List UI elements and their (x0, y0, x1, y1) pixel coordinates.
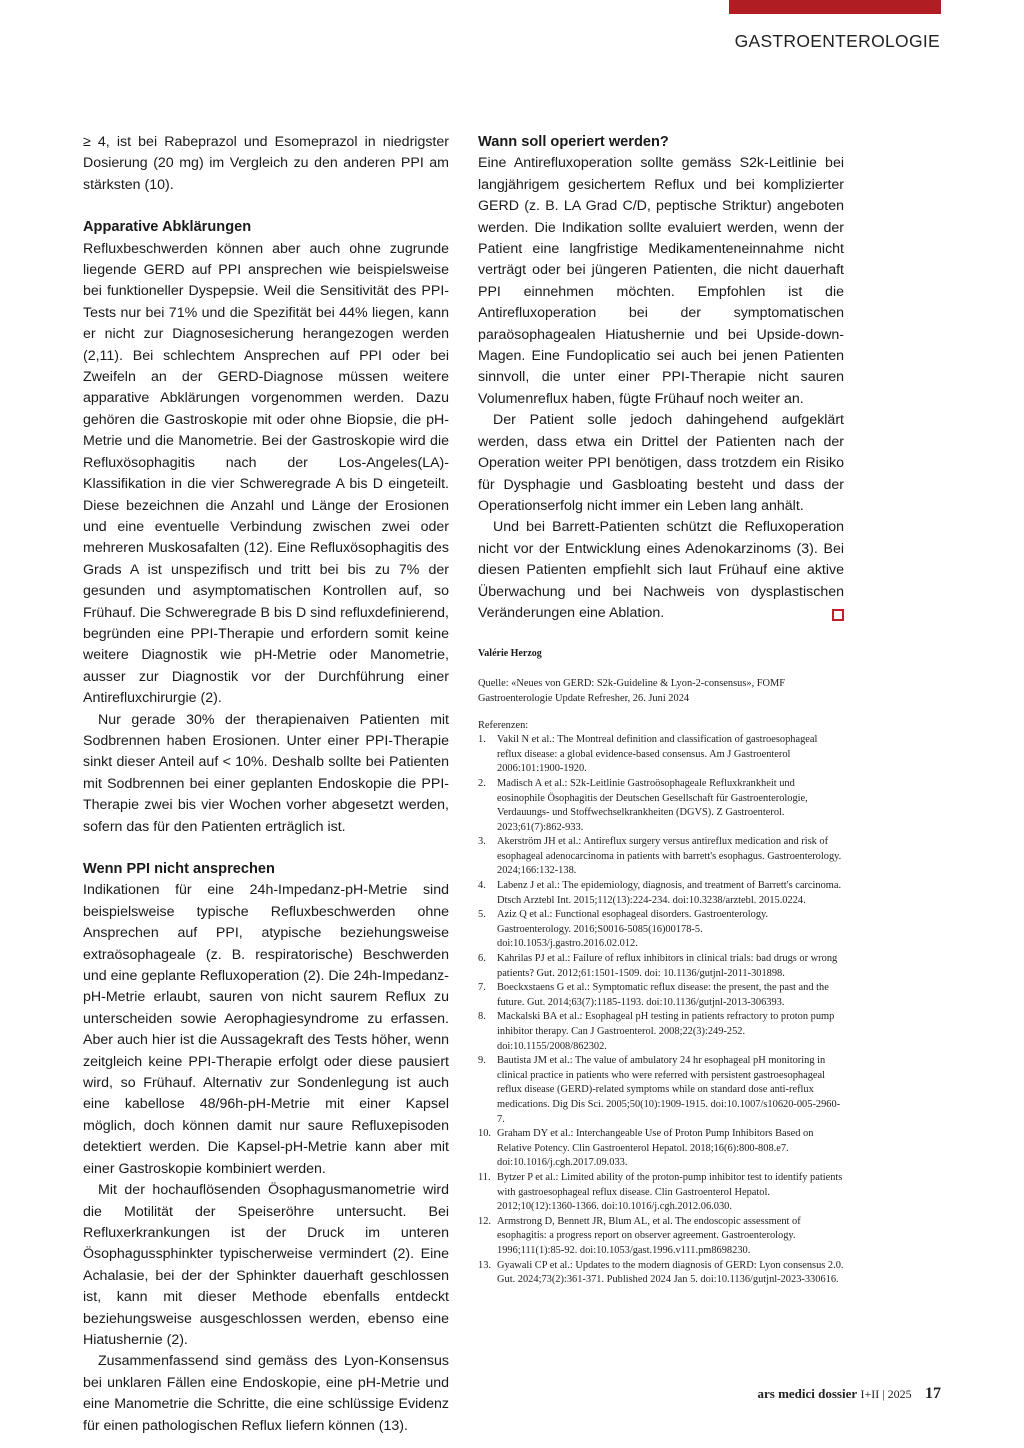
wenn-paragraph-2: Mit der hochauflösenden Ösophagusmanometrie wird die Motilität der Speiseröhre untersucht. Bei Refluxerkrankungen ist der Druck im unteren Ösophagussphinkter typischerweise vermindert (2). Eine Achalasie, bei der der Sphinkter dauerhaft geschlossen ist, kann mit dieser Methode ebenfalls entdeckt beziehungsweise ausgeschlossen werden, ebenso eine Hiatushernie (2). (83, 1182, 449, 1348)
reference-text: Graham DY et al.: Interchangeable Use of Proton Pump Inhibitors Based on Relative Potency. Clin Gastroenterol Hepatol. 2018;16(6):800-808.e7. doi:10.1016/j.cgh.2017.09.033. (497, 1128, 814, 1169)
page-footer (757, 1385, 941, 1403)
reference-number: 1. (478, 734, 486, 746)
author-name: Valérie Herzog (478, 648, 542, 660)
reference-item (478, 952, 844, 981)
reference-text: Bytzer P et al.: Limited ability of the proton-pump inhibitor test to identify patients with gastroesophageal reflux disease. Clin Gastroenterol Hepatol. 2012;10(12):1360-1366. doi:10.1016/j.cgh.2012.06.030. (497, 1171, 843, 1213)
reference-item (478, 1010, 844, 1054)
reference-number: 13. (478, 1259, 491, 1271)
left-column (83, 132, 449, 1437)
operiert-paragraph-2: Der Patient solle jedoch dahingehend aufgeklärt werden, dass etwa ein Drittel der Patienten nach der Operation weiter PPI benötigen, dass trotzdem ein Risiko für Dysphagie und Gasbloating besteht und dass der Operationserfolg nicht immer ein Leben lang anhält. (478, 412, 844, 514)
source-note: Quelle: «Neues von GERD: S2k-Guideline & Lyon-2-consensus», FOMF Gastroenterologie Update Refresher, 26. Juni 2024 (478, 678, 786, 704)
wenn-paragraph-1: Indikationen für eine 24h-Impedanz-pH-Metrie sind beispielsweise typische Refluxbeschwerden ohne Ansprechen auf PPI, atypische beziehungsweise extraösophageale (z. B. respiratorische) Beschwerden und eine geplante Refluxoperation (2). Die 24h-Impedanz-pH-Metrie erlaubt, sauren von nicht saurem Reflux zu unterscheiden sowie Aerophagiesyndrome zu erfassen. Aber auch hier ist die Aussagekraft des Tests höher, wenn zeitgleich keine PPI-Therapie erfolgt oder diese pausiert wird, so Frühauf. Alternativ zur Sondenlegung ist auch eine kabellose 48/96h-pH-Metrie mit einer Kapsel möglich, doch können damit nur saure Refluxepisoden detektiert werden. Die Kapsel-pH-Metrie kann aber mit einer Gastroskopie kombiniert werden. (83, 882, 449, 1177)
reference-number: 2. (478, 777, 486, 789)
apparative-paragraph-1: Refluxbeschwerden können aber auch ohne zugrunde liegende GERD auf PPI ansprechen wie beispielsweise bei funktioneller Dyspepsie. Weil die Sensitivität des PPI-Tests nur bei 71% und die Spezifität bei 44% liegen, kann er nicht zur Diagnosesicherung herangezogen werden (2,11). Bei schlechtem Ansprechen auf PPI oder bei Zweifeln an der GERD-Diagnose müssen weitere apparative Abklärungen vorgenommen werden. Dazu gehören die Gastroskopie mit oder ohne Biopsie, die pH-Metrie und die Manometrie. Bei der Gastroskopie wird die Refluxösophagitis nach der Los-Angeles(LA)-Klassifikation in die vier Schweregrade A bis D eingeteilt. Diese bezeichnen die Anzahl und Länge der Erosionen und eine eventuelle Verbindung zwischen zwei oder mehreren Muskosafalten (12). Eine Refluxösophagitis des Grads A ist unspezifisch und tritt bei bis zu 7% der gesunden und asymptomatischen Kontrollen auf, so Frühauf. Die Schweregrade B bis D sind refluxdefinierend, begründen eine PPI-Therapie und erfordern somit keine weitere Diagnostik wie pH-Metrie oder Manometrie, ausser zur Diagnostik vor der Durchführung einer Antirefluxchirurgie (2). (83, 240, 449, 707)
section-label: GASTROENTEROLOGIE (734, 31, 940, 51)
reference-item (478, 879, 844, 908)
reference-item (478, 908, 844, 952)
heading-operiert: Wann soll operiert werden? (478, 134, 669, 150)
operiert-paragraph-1: Eine Antirefluxoperation sollte gemäss S2k-Leitlinie bei langjährigem gesichertem Reflux und bei komplizierter GERD (z. B. LA Grad C/D, peptische Striktur) angeboten werden. Die Indikation sollte evaluiert werden, wenn der Patient eine langfristige Medikamenteneinnahme nicht verträgt oder bei jüngeren Patienten, die nicht dauerhaft PPI einnehmen möchten. Empfohlen ist die Antirefluxoperation bei der symptomatischen paraösophagealen Hiatushernie und bei Upside-down-Magen. Eine Fundoplicatio sei auch bei jenen Patienten sinnvoll, die unter einer PPI-Therapie nicht sauren Volumenreflux haben, fügte Frühauf noch weiter an. (478, 155, 844, 407)
reference-item (478, 1171, 844, 1215)
reference-number: 4. (478, 880, 486, 892)
references-list (478, 733, 844, 1288)
reference-text: Aziz Q et al.: Functional esophageal disorders. Gastroenterology. Gastroenterology. 2016;S0016-5085(16)00178-5. doi:10.1053/j.gastro.2016.02.012. (497, 909, 769, 950)
reference-text: Boeckxstaens G et al.: Symptomatic reflux disease: the present, the past and the future. Gut. 2014;63(7):1185-1193. doi:10.1136/gutjnl-2013-306393. (497, 982, 829, 1008)
reference-number: 3. (478, 836, 486, 848)
reference-number: 8. (478, 1011, 486, 1023)
reference-number: 10. (478, 1128, 491, 1140)
right-column (478, 132, 844, 1288)
apparative-paragraph-2: Nur gerade 30% der therapienaiven Patienten mit Sodbrennen haben Erosionen. Unter einer PPI-Therapie sinkt dieser Anteil auf < 10%. Deshalb sollte bei Patienten mit Sodbrennen bei einer geplanten Endoskopie die PPI-Therapie zwei bis vier Wochen vorher abgesetzt werden, sofern das für den Patienten erträglich ist. (83, 711, 449, 835)
references-title: Referenzen: (478, 719, 529, 731)
reference-text: Gyawali CP et al.: Updates to the modern diagnosis of GERD: Lyon consensus 2.0. Gut. 2024;73(2):361-371. Published 2024 Jan 5. doi:10.1136/gutjnl-2023-330616. (497, 1259, 844, 1286)
reference-text: Vakil N et al.: The Montreal definition and classification of gastroesophageal reflux disease: a global evidence-based consensus. Am J Gastroenterol 2006:101:1900-1920. (497, 734, 818, 775)
reference-item (478, 733, 844, 777)
page-number: 17 (925, 1385, 941, 1402)
reference-item (478, 981, 844, 1010)
reference-number: 11. (478, 1171, 491, 1183)
intro-paragraph: ≥ 4, ist bei Rabeprazol und Esomeprazol in niedrigster Dosierung (20 mg) im Vergleich zu den anderen PPI am stärksten (10). (83, 134, 449, 193)
reference-number: 5. (478, 909, 486, 921)
reference-item (478, 1127, 844, 1171)
reference-text: Bautista JM et al.: The value of ambulatory 24 hr esophageal pH monitoring in clinical practice in patients who were referred with persistent gastroesophageal reflux disease (GERD)-related symptoms while on standard dose anti-reflux medications. Dig Dis Sci. 2005;50(10):1909-1915. doi:10.1007/s10620-005-2960-7. (497, 1055, 841, 1125)
reference-item (478, 1054, 844, 1127)
reference-text: Akerström JH et al.: Antireflux surgery versus antireflux medication and risk of esophageal adenocarcinoma in patients with barrett's esophagus. Gastroenterology. 2024;166:132-138. (497, 836, 842, 877)
footer-issue: I+II | 2025 (860, 1387, 912, 1401)
reference-number: 12. (478, 1215, 491, 1227)
reference-text: Labenz J et al.: The epidemiology, diagnosis, and treatment of Barrett's carcinoma. Dtsch Arztebl Int. 2015;112(13):224-234. doi:10.3238/arztebl. 2015.0224. (497, 880, 842, 906)
reference-item (478, 835, 844, 879)
reference-number: 9. (478, 1055, 486, 1067)
wenn-paragraph-3: Zusammenfassend sind gemäss des Lyon-Konsensus bei unklaren Fällen eine Endoskopie, eine pH-Metrie und eine Manometrie die Schritte, die eine schlüssige Evidenz für einen pathologischen Reflux liefern können (13). (83, 1353, 449, 1434)
reference-item (478, 1215, 844, 1259)
reference-item (478, 1259, 844, 1288)
reference-text: Armstrong D, Bennett JR, Blum AL, et al. The endoscopic assessment of esophagitis: a progress report on observer agreement. Gastroenterology. 1996;111(1):85-92. doi:10.1053/gast.1996.v111.pm8698230. (497, 1215, 801, 1256)
operiert-paragraph-3: Und bei Barrett-Patienten schützt die Refluxoperation nicht vor der Entwicklung eines Adenokarzinoms (3). Bei diesen Patienten empfiehlt sich laut Frühauf eine aktive Überwachung und bei Nachweis von dysplastischen Veränderungen eine Ablation. (478, 519, 844, 621)
reference-number: 7. (478, 982, 486, 994)
reference-text: Kahrilas PJ et al.: Failure of reflux inhibitors in clinical trials: bad drugs or wrong patients? Gut. 2012;61:1501-1509. doi: 10.1136/gutjnl-2011-301898. (497, 953, 838, 979)
footer-brand: ars medici dossier (757, 1386, 858, 1401)
reference-item (478, 777, 844, 835)
reference-text: Mackalski BA et al.: Esophageal pH testing in patients refractory to proton pump inhibitor therapy. Can J Gastroenterol. 2008;22(3):249-252. doi:10.1155/2008/862302. (497, 1011, 835, 1052)
heading-wenn-ppi: Wenn PPI nicht ansprechen (83, 861, 275, 877)
end-of-article-icon (832, 609, 844, 621)
reference-number: 6. (478, 953, 486, 965)
header-accent-bar (729, 0, 941, 14)
operiert-paragraph-3-wrap (478, 517, 844, 624)
heading-apparative: Apparative Abklärungen (83, 219, 252, 236)
reference-text: Madisch A et al.: S2k-Leitlinie Gastroösophageale Refluxkrankheit und eosinophile Ösophagitis der Deutschen Gesellschaft für Gastroenterologie, Verdauungs- und Stoffwechselkrankheiten (DGVS). Z Gastroenterol. 2023;61(7):862-933. (497, 777, 808, 833)
